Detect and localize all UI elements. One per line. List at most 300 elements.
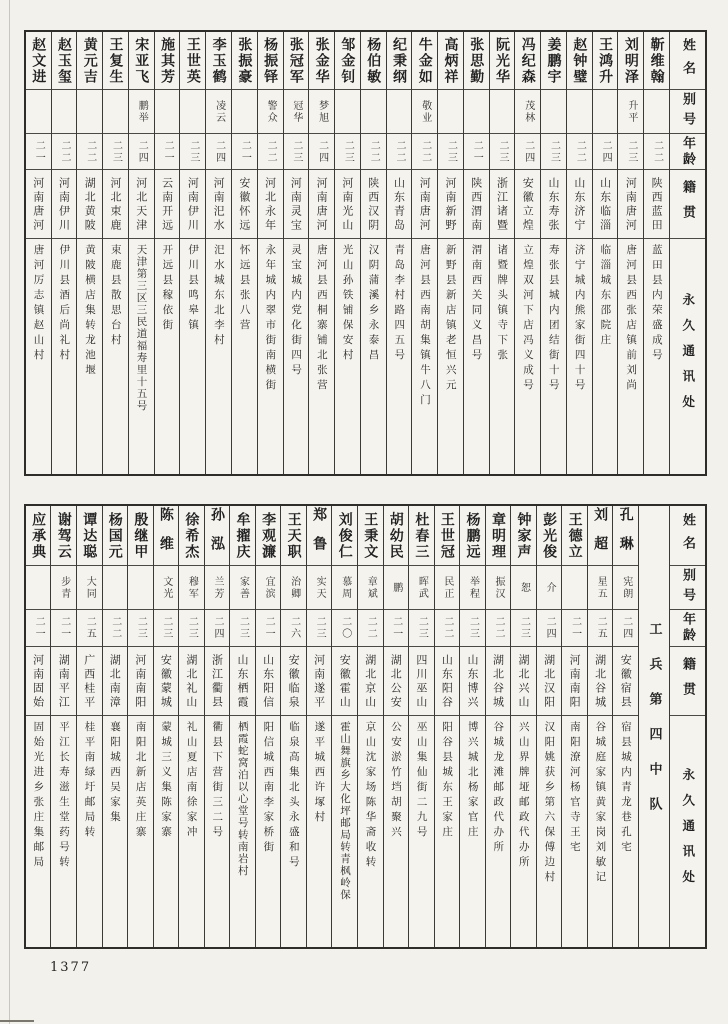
roster-column bbox=[103, 32, 129, 474]
alias-cell bbox=[77, 565, 102, 609]
name-cell-text: 牛金如 bbox=[416, 36, 433, 85]
address-cell-text: 诸暨牌头镇寺下张 bbox=[496, 244, 509, 364]
name-cell-text: 靳维翰 bbox=[648, 36, 665, 85]
address-cell bbox=[511, 715, 536, 947]
age-cell-text: 二一 bbox=[33, 616, 45, 640]
native-place-cell bbox=[230, 646, 255, 715]
age-cell-text: 二五 bbox=[84, 616, 96, 640]
native-place-cell bbox=[412, 169, 437, 238]
alias-cell bbox=[332, 565, 357, 609]
age-cell bbox=[103, 609, 128, 646]
name-cell bbox=[128, 506, 153, 565]
native-place-cell-text: 湖北兴山 bbox=[517, 654, 531, 710]
age-cell-text: 二一 bbox=[33, 139, 45, 164]
native-place-cell-text: 湖北谷城 bbox=[491, 654, 505, 710]
alias-cell-text: 治卿 bbox=[288, 575, 300, 600]
native-place-cell bbox=[613, 646, 638, 715]
native-place-cell-text: 河南固始 bbox=[31, 654, 45, 710]
name-cell-text: 李观濂 bbox=[260, 511, 277, 560]
age-cell bbox=[206, 133, 231, 169]
native-place-cell bbox=[515, 169, 540, 238]
name-cell bbox=[332, 506, 357, 565]
address-cell bbox=[129, 238, 154, 474]
native-place-cell-text: 安徽霍山 bbox=[338, 654, 352, 710]
address-cell bbox=[51, 715, 76, 947]
roster-table-top bbox=[24, 30, 707, 476]
address-cell bbox=[412, 238, 437, 474]
alias-cell-text: 警众 bbox=[265, 99, 277, 124]
roster-column bbox=[307, 506, 333, 947]
age-cell-text: 二二 bbox=[84, 139, 96, 164]
address-cell-text: 唐河县西张店镇前刘尚 bbox=[625, 244, 638, 394]
name-cell-text: 郑鲁 bbox=[311, 506, 328, 565]
age-cell-text: 二三 bbox=[135, 616, 147, 640]
address-cell-text: 南阳潦河杨官寺王宅 bbox=[568, 721, 581, 856]
alias-cell bbox=[179, 565, 204, 609]
age-cell bbox=[335, 133, 360, 169]
name-cell bbox=[358, 506, 383, 565]
column-header-label: 年龄 bbox=[680, 612, 695, 644]
name-cell bbox=[412, 32, 437, 89]
address-cell-text: 桂平南绿圩邮局转 bbox=[83, 721, 96, 841]
address-cell bbox=[205, 715, 230, 947]
roster-column bbox=[128, 506, 154, 947]
native-place-cell bbox=[307, 646, 332, 715]
age-cell-text: 二一 bbox=[263, 616, 275, 640]
native-place-cell bbox=[103, 646, 128, 715]
address-cell-text: 伊川县酒后尚礼村 bbox=[58, 244, 71, 364]
age-cell-text: 二二 bbox=[574, 139, 586, 164]
address-cell bbox=[435, 715, 460, 947]
address-cell bbox=[103, 238, 128, 474]
alias-cell-text: 鹏 bbox=[390, 581, 402, 594]
address-cell-text: 永年城内翠市街南横街 bbox=[264, 244, 277, 394]
name-cell bbox=[384, 506, 409, 565]
address-cell-text: 京山沈家场陈华斋收转 bbox=[364, 721, 377, 871]
age-cell bbox=[179, 609, 204, 646]
alias-cell bbox=[154, 565, 179, 609]
age-cell bbox=[537, 609, 562, 646]
age-cell-text: 二三 bbox=[467, 616, 479, 640]
address-cell bbox=[52, 238, 77, 474]
roster-column bbox=[206, 32, 232, 474]
native-place-cell-text: 河南唐河 bbox=[624, 177, 638, 233]
age-cell-text: 二三 bbox=[445, 139, 457, 164]
alias-cell-text: 文光 bbox=[160, 575, 172, 600]
address-cell-text: 新野县新店镇老恒兴元 bbox=[444, 244, 457, 394]
address-cell-text: 礼山夏店南徐家冲 bbox=[185, 721, 198, 841]
age-cell bbox=[309, 133, 334, 169]
age-cell-text: 二二 bbox=[265, 139, 277, 164]
native-place-cell bbox=[258, 169, 283, 238]
roster-column bbox=[486, 506, 512, 947]
alias-cell-text: 鹏举 bbox=[136, 99, 148, 124]
name-cell-text: 牟擢庆 bbox=[234, 511, 251, 560]
native-place-cell bbox=[335, 169, 360, 238]
name-cell bbox=[52, 32, 77, 89]
address-cell-text: 公安淤竹垱胡聚兴 bbox=[390, 721, 403, 841]
roster-column bbox=[387, 32, 413, 474]
roster-column bbox=[464, 32, 490, 474]
scan-smudge bbox=[0, 1020, 34, 1022]
age-cell-text: 二一 bbox=[239, 139, 251, 164]
name-cell-text: 黄元吉 bbox=[81, 36, 98, 85]
name-cell-text: 张思勤 bbox=[468, 36, 485, 85]
name-cell-text: 刘超 bbox=[592, 506, 609, 565]
address-cell bbox=[335, 238, 360, 474]
address-cell bbox=[515, 238, 540, 474]
unit-label: 工兵第四中队 bbox=[646, 621, 662, 832]
age-cell bbox=[384, 609, 409, 646]
alias-cell bbox=[26, 89, 51, 133]
name-cell-text: 李玉鹤 bbox=[210, 36, 227, 85]
age-cell bbox=[409, 609, 434, 646]
address-cell bbox=[541, 238, 566, 474]
native-place-cell bbox=[644, 169, 669, 238]
native-place-cell bbox=[332, 646, 357, 715]
name-cell-text: 章明理 bbox=[489, 511, 506, 560]
address-cell-text: 固始光进乡张庄集邮局 bbox=[32, 721, 45, 871]
address-cell bbox=[409, 715, 434, 947]
age-cell bbox=[588, 609, 613, 646]
native-place-cell bbox=[537, 646, 562, 715]
address-cell bbox=[438, 238, 463, 474]
address-cell-text: 巫山集仙街二九号 bbox=[415, 721, 428, 841]
age-cell-text: 二六 bbox=[288, 616, 300, 640]
alias-cell bbox=[284, 89, 309, 133]
native-place-cell bbox=[180, 169, 205, 238]
name-cell bbox=[284, 32, 309, 89]
native-place-cell bbox=[387, 169, 412, 238]
roster-column bbox=[232, 32, 258, 474]
roster-column bbox=[230, 506, 256, 947]
address-cell-text: 兴山界牌垭邮政代办所 bbox=[517, 721, 530, 871]
roster-column bbox=[103, 506, 129, 947]
age-cell bbox=[486, 609, 511, 646]
name-cell bbox=[537, 506, 562, 565]
native-place-cell-text: 河南光山 bbox=[340, 177, 354, 233]
roster-column bbox=[515, 32, 541, 474]
name-cell-text: 刘俊仁 bbox=[336, 511, 353, 560]
roster-column bbox=[281, 506, 307, 947]
native-place-cell-text: 河南南阳 bbox=[133, 654, 147, 710]
age-cell bbox=[281, 609, 306, 646]
age-cell-text: 二二 bbox=[59, 139, 70, 164]
column-header-label: 姓名 bbox=[680, 37, 695, 84]
roster-column bbox=[412, 32, 438, 474]
address-cell bbox=[179, 715, 204, 947]
name-cell bbox=[232, 32, 257, 89]
address-cell-text: 谷城庭家镇黄家岗刘敏记 bbox=[594, 721, 607, 886]
name-cell bbox=[180, 32, 205, 89]
address-cell bbox=[307, 715, 332, 947]
native-place-cell-text: 湖北礼山 bbox=[184, 654, 198, 710]
name-cell bbox=[361, 32, 386, 89]
roster-column bbox=[588, 506, 614, 947]
name-cell bbox=[562, 506, 587, 565]
native-place-cell bbox=[284, 169, 309, 238]
address-cell bbox=[258, 238, 283, 474]
age-cell bbox=[129, 133, 154, 169]
address-cell-text: 唐河县西桐寨铺北张营 bbox=[315, 244, 328, 394]
address-cell bbox=[154, 715, 179, 947]
age-cell-text: 二四 bbox=[544, 616, 556, 640]
age-cell bbox=[52, 133, 77, 169]
alias-cell bbox=[205, 565, 230, 609]
native-place-cell-text: 湖北京山 bbox=[363, 654, 377, 710]
alias-cell bbox=[460, 565, 485, 609]
name-cell-text: 胡幼民 bbox=[387, 511, 404, 560]
age-cell bbox=[435, 609, 460, 646]
native-place-cell bbox=[205, 646, 230, 715]
age-cell-text: 二三 bbox=[416, 616, 428, 640]
name-cell bbox=[51, 506, 76, 565]
address-cell-text: 束鹿县散思台村 bbox=[109, 244, 122, 349]
alias-cell-text: 介 bbox=[544, 581, 556, 594]
roster-column bbox=[26, 506, 52, 947]
roster-column bbox=[51, 506, 77, 947]
header-alias-cell bbox=[670, 565, 705, 609]
name-cell bbox=[409, 506, 434, 565]
native-place-cell-text: 陕西渭南 bbox=[469, 177, 483, 233]
native-place-cell bbox=[103, 169, 128, 238]
age-cell bbox=[26, 133, 51, 169]
address-cell bbox=[490, 238, 515, 474]
alias-cell-text: 梦旭 bbox=[316, 99, 328, 124]
address-cell-text: 平江长寿滋生堂药号转 bbox=[57, 721, 70, 871]
name-cell-text: 谭达聪 bbox=[81, 511, 98, 560]
address-cell bbox=[486, 715, 511, 947]
native-place-cell-text: 河北天津 bbox=[134, 177, 148, 233]
address-cell-text: 汉阳姚获乡第六保傅边村 bbox=[543, 721, 556, 886]
native-place-cell bbox=[490, 169, 515, 238]
native-place-cell-text: 山东青岛 bbox=[392, 177, 406, 233]
alias-cell bbox=[128, 565, 153, 609]
alias-cell bbox=[618, 89, 643, 133]
roster-column bbox=[335, 32, 361, 474]
alias-cell-text: 大同 bbox=[84, 575, 96, 600]
age-cell bbox=[128, 609, 153, 646]
name-cell bbox=[77, 32, 102, 89]
address-cell-text: 宿县城内青龙巷孔宅 bbox=[619, 721, 632, 856]
roster-column bbox=[52, 32, 78, 474]
roster-column bbox=[358, 506, 384, 947]
name-cell-text: 赵文进 bbox=[30, 36, 47, 85]
address-cell bbox=[26, 715, 51, 947]
age-cell-text: 二一 bbox=[471, 139, 483, 164]
column-header-label: 别号 bbox=[680, 91, 695, 132]
age-cell-text: 二二 bbox=[368, 139, 380, 164]
native-place-cell-text: 河南灵宝 bbox=[289, 177, 303, 233]
alias-cell bbox=[409, 565, 434, 609]
age-cell-text: 二三 bbox=[548, 139, 560, 164]
address-cell bbox=[593, 238, 618, 474]
page-number: 1377 bbox=[50, 960, 92, 975]
alias-cell-text: 茂林 bbox=[522, 99, 534, 124]
alias-cell bbox=[384, 565, 409, 609]
address-cell bbox=[180, 238, 205, 474]
column-header-label: 别号 bbox=[680, 567, 695, 608]
address-cell bbox=[332, 715, 357, 947]
alias-cell-text: 晖武 bbox=[416, 575, 428, 600]
alias-cell-text: 穆军 bbox=[186, 575, 198, 600]
column-header-label: 永久通讯处 bbox=[680, 767, 696, 896]
name-cell-text: 殷继甲 bbox=[132, 511, 149, 560]
name-cell bbox=[618, 32, 643, 89]
name-cell bbox=[511, 506, 536, 565]
name-cell bbox=[256, 506, 281, 565]
native-place-cell-text: 陕西汉阴 bbox=[366, 177, 380, 233]
native-place-cell-text: 湖北谷城 bbox=[593, 654, 607, 710]
name-cell-text: 谢驾云 bbox=[55, 511, 72, 560]
age-cell-text: 二四 bbox=[600, 139, 612, 164]
native-place-cell-text: 安徽蒙城 bbox=[159, 654, 173, 710]
native-place-cell bbox=[129, 169, 154, 238]
native-place-cell bbox=[256, 646, 281, 715]
native-place-cell bbox=[562, 646, 587, 715]
address-cell bbox=[155, 238, 180, 474]
native-place-cell-text: 湖北南漳 bbox=[108, 654, 122, 710]
native-place-cell-text: 河南伊川 bbox=[186, 177, 200, 233]
name-cell-text: 刘明泽 bbox=[622, 36, 639, 85]
alias-cell bbox=[232, 89, 257, 133]
name-cell bbox=[460, 506, 485, 565]
age-cell-text: 二四 bbox=[316, 139, 328, 164]
roster-column bbox=[179, 506, 205, 947]
roster-column bbox=[613, 506, 639, 947]
native-place-cell-text: 河南汜水 bbox=[212, 177, 226, 233]
alias-cell bbox=[358, 565, 383, 609]
alias-cell bbox=[281, 565, 306, 609]
name-cell-text: 王世冠 bbox=[438, 511, 455, 560]
age-cell bbox=[613, 609, 638, 646]
native-place-cell-text: 浙江诸暨 bbox=[495, 177, 509, 233]
address-cell-text: 立煌双河下店冯义成号 bbox=[522, 244, 535, 394]
name-cell bbox=[103, 32, 128, 89]
unit-column bbox=[639, 506, 670, 947]
alias-cell bbox=[490, 89, 515, 133]
name-cell bbox=[438, 32, 463, 89]
address-cell bbox=[232, 238, 257, 474]
age-cell bbox=[438, 133, 463, 169]
alias-cell bbox=[258, 89, 283, 133]
address-cell bbox=[230, 715, 255, 947]
address-cell bbox=[613, 715, 638, 947]
roster-column bbox=[205, 506, 231, 947]
age-cell bbox=[515, 133, 540, 169]
name-cell bbox=[129, 32, 154, 89]
roster-column bbox=[26, 32, 52, 474]
name-cell-text: 陈维 bbox=[157, 506, 174, 565]
age-cell-text: 二二 bbox=[109, 616, 121, 640]
name-cell-text: 孔琳 bbox=[617, 506, 634, 565]
alias-cell bbox=[515, 89, 540, 133]
address-cell bbox=[284, 238, 309, 474]
name-cell-text: 应承典 bbox=[30, 511, 47, 560]
native-place-cell-text: 安徽宿县 bbox=[619, 654, 633, 710]
native-place-cell bbox=[26, 646, 51, 715]
name-cell bbox=[103, 506, 128, 565]
alias-cell-text: 章斌 bbox=[365, 575, 377, 600]
native-place-cell-text: 山东阳信 bbox=[261, 654, 275, 710]
address-cell-text: 黄陂横店集转龙池堰 bbox=[84, 244, 97, 379]
alias-cell bbox=[51, 565, 76, 609]
address-cell-text: 襄阳城西吴家集 bbox=[109, 721, 122, 826]
native-place-cell bbox=[51, 646, 76, 715]
roster-column bbox=[361, 32, 387, 474]
address-cell bbox=[256, 715, 281, 947]
name-cell bbox=[205, 506, 230, 565]
native-place-cell bbox=[361, 169, 386, 238]
name-cell bbox=[387, 32, 412, 89]
native-place-cell-text: 河北束鹿 bbox=[109, 177, 123, 233]
scan-edge-line bbox=[9, 0, 10, 1024]
age-cell bbox=[256, 609, 281, 646]
alias-cell bbox=[644, 89, 669, 133]
alias-cell bbox=[103, 89, 128, 133]
native-place-cell bbox=[464, 169, 489, 238]
native-place-cell bbox=[26, 169, 51, 238]
age-cell bbox=[464, 133, 489, 169]
alias-cell-text: 举程 bbox=[467, 575, 479, 600]
age-cell bbox=[593, 133, 618, 169]
age-cell bbox=[307, 609, 332, 646]
age-cell bbox=[51, 609, 76, 646]
name-cell-text: 王鸿升 bbox=[597, 36, 614, 85]
name-cell-text: 宋亚飞 bbox=[133, 36, 150, 85]
alias-cell bbox=[588, 565, 613, 609]
address-cell-text: 蒙城三义集陈家寨 bbox=[160, 721, 173, 841]
native-place-cell-text: 四川巫山 bbox=[414, 654, 428, 710]
age-cell-text: 二二 bbox=[441, 616, 453, 640]
alias-cell-text: 凌云 bbox=[213, 99, 225, 124]
native-place-cell-text: 河南遂平 bbox=[312, 654, 326, 710]
age-cell-text: 二三 bbox=[314, 616, 326, 640]
name-cell bbox=[335, 32, 360, 89]
column-header-label: 籍贯 bbox=[680, 180, 695, 230]
name-cell bbox=[26, 506, 51, 565]
native-place-cell-text: 河北永年 bbox=[263, 177, 277, 233]
age-cell bbox=[618, 133, 643, 169]
alias-cell bbox=[562, 565, 587, 609]
age-cell bbox=[155, 133, 180, 169]
name-cell-text: 赵钟璧 bbox=[571, 36, 588, 85]
address-cell-text: 灵宝城内党化街四号 bbox=[290, 244, 303, 379]
name-cell bbox=[230, 506, 255, 565]
native-place-cell bbox=[281, 646, 306, 715]
address-cell-text: 寿张县城内团结街十号 bbox=[547, 244, 560, 394]
age-cell-text: 二三 bbox=[187, 139, 199, 164]
native-place-cell-text: 山东临淄 bbox=[598, 177, 612, 233]
alias-cell-text: 升平 bbox=[625, 99, 637, 124]
native-place-cell bbox=[460, 646, 485, 715]
alias-cell bbox=[412, 89, 437, 133]
native-place-cell-text: 河南伊川 bbox=[57, 177, 71, 233]
name-cell bbox=[77, 506, 102, 565]
name-cell bbox=[309, 32, 334, 89]
alias-cell-text: 振汉 bbox=[492, 575, 504, 600]
address-cell bbox=[464, 238, 489, 474]
native-place-cell bbox=[154, 646, 179, 715]
address-cell-text: 阳谷县城东王家庄 bbox=[441, 721, 454, 841]
alias-cell bbox=[129, 89, 154, 133]
name-cell-text: 高炳祥 bbox=[442, 36, 459, 85]
age-cell bbox=[26, 609, 51, 646]
address-cell bbox=[281, 715, 306, 947]
native-place-cell bbox=[179, 646, 204, 715]
roster-column bbox=[490, 32, 516, 474]
alias-cell-text: 宪朗 bbox=[620, 575, 632, 600]
